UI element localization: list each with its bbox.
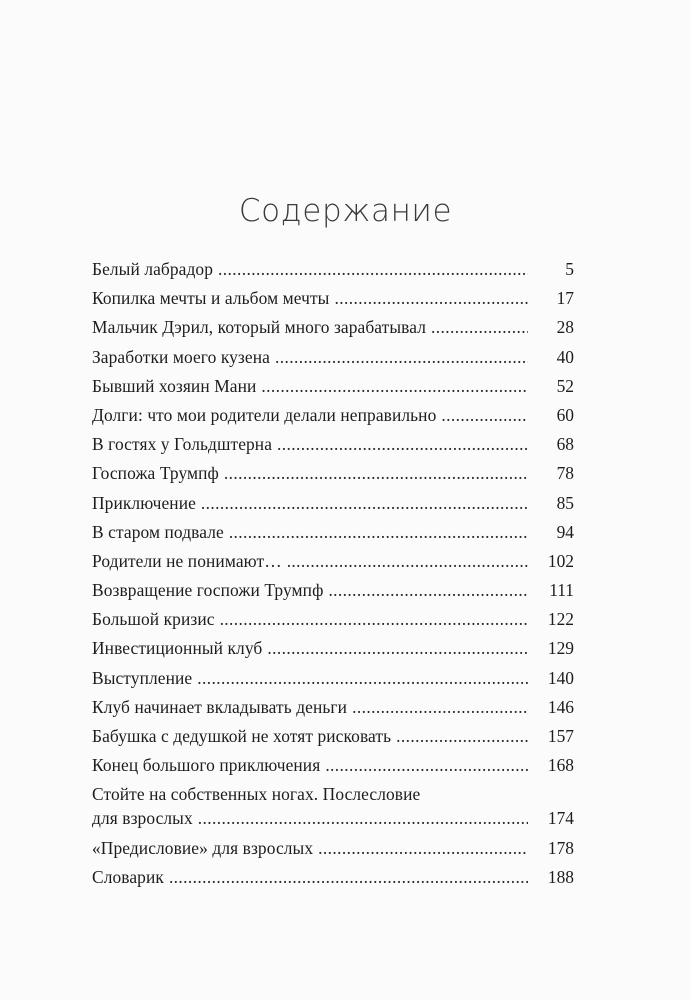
toc-entry[interactable] <box>92 696 574 719</box>
toc-entry[interactable] <box>92 346 574 369</box>
toc-entry-label: Родители не понимают… <box>92 550 282 571</box>
toc-dot-leader <box>325 754 528 777</box>
toc-entry-label: Возвращение госпожи Трумпф <box>92 580 324 601</box>
toc-entry[interactable] <box>92 550 574 573</box>
toc-entry-label: Бывший хозяин Мани <box>92 375 257 396</box>
toc-page-number: 60 <box>556 404 574 425</box>
toc-dot-leader <box>229 521 528 544</box>
toc-entry[interactable] <box>92 433 574 456</box>
toc-entry-line <box>92 725 574 748</box>
toc-entry-label: В гостях у Гольдштерна <box>92 434 273 455</box>
toc-page-number: 68 <box>556 434 574 455</box>
toc-entry[interactable] <box>92 492 574 515</box>
toc-entry[interactable] <box>92 725 574 748</box>
toc-page-number: 157 <box>547 726 574 746</box>
toc-page-number: 85 <box>556 492 574 513</box>
toc-entry[interactable] <box>92 521 574 544</box>
toc-entry-label: Большой кризис <box>92 609 215 630</box>
toc-entry-line <box>92 608 574 631</box>
toc-entry-label: В старом подвале <box>92 521 224 542</box>
toc-dot-leader <box>277 433 528 456</box>
toc-dot-leader <box>396 725 528 748</box>
toc-entry-line <box>92 783 574 806</box>
toc-dot-leader <box>352 696 528 719</box>
toc-entry-label: Конец большого приключения <box>92 755 321 776</box>
toc-page-number: 168 <box>547 755 574 776</box>
toc-entry-label: Долги: что мои родители делали неправильно <box>92 404 437 425</box>
toc-entry-label: Клуб начинает вкладывать деньги <box>92 696 348 717</box>
toc-entry-label: Госпожа Трумпф <box>92 463 219 484</box>
toc-entry-label: для взрослых <box>92 808 193 829</box>
toc-dot-leader <box>220 608 528 631</box>
toc-entry[interactable] <box>92 866 574 889</box>
toc-page-number: 178 <box>547 837 574 858</box>
toc-entry[interactable] <box>92 579 574 602</box>
toc-entry-line <box>92 433 574 456</box>
toc-page-number: 28 <box>556 317 574 338</box>
toc-entry-label: Выступление <box>92 667 193 688</box>
page-title: Содержание <box>238 193 453 229</box>
toc-page-number: 17 <box>556 288 574 309</box>
toc-page-number: 111 <box>549 580 574 601</box>
toc-entry-line <box>92 404 574 427</box>
toc-entry-line <box>92 754 574 777</box>
toc-entry[interactable] <box>92 462 574 485</box>
toc-entry[interactable] <box>92 637 574 660</box>
toc-page-number: 94 <box>556 521 574 542</box>
toc-dot-leader <box>275 346 528 369</box>
toc-entry-line <box>92 375 574 398</box>
toc-entry-line <box>92 837 574 860</box>
toc-page-number: 78 <box>556 463 574 484</box>
toc-page-number: 140 <box>547 667 574 688</box>
toc-entry-label: Инвестиционный клуб <box>92 638 263 659</box>
toc-entry-line <box>92 579 574 602</box>
toc-entry-label: Стойте на собственных ногах. Послесловие <box>92 784 421 805</box>
toc-entry-line <box>92 521 574 544</box>
toc-entry[interactable] <box>92 783 574 830</box>
toc-entry-line <box>92 346 574 369</box>
toc-entry[interactable] <box>92 258 574 281</box>
toc-entry-line <box>92 866 574 889</box>
toc-dot-leader <box>198 807 528 830</box>
toc-entry-label: Белый лабрадор <box>92 259 214 279</box>
toc-entry[interactable] <box>92 404 574 427</box>
toc-entry-line <box>92 667 574 690</box>
toc-dot-leader <box>261 375 528 398</box>
toc-entry-line <box>92 807 574 830</box>
toc-entry[interactable] <box>92 316 574 339</box>
toc-dot-leader <box>169 866 528 889</box>
toc-dot-leader <box>197 667 528 690</box>
toc-entry[interactable] <box>92 608 574 631</box>
toc-page-number: 102 <box>547 550 574 571</box>
toc-dot-leader <box>287 550 528 573</box>
toc-dot-leader <box>218 258 528 281</box>
toc-page-number: 5 <box>565 259 574 279</box>
toc-entry[interactable] <box>92 837 574 860</box>
toc-entry-label: Бабушка с дедушкой не хотят рисковать <box>92 726 392 746</box>
toc-entry-label: Копилка мечты и альбом мечты <box>92 288 330 309</box>
toc-page-number: 174 <box>547 808 574 829</box>
toc-page-number: 52 <box>556 375 574 396</box>
toc-dot-leader <box>267 637 528 660</box>
toc-page-number: 122 <box>547 609 574 630</box>
toc-page-number: 188 <box>547 866 574 887</box>
toc-entry-line <box>92 637 574 660</box>
toc-page-number: 146 <box>547 696 574 717</box>
toc-entry-label: Приключение <box>92 492 196 513</box>
toc-entry-line <box>92 287 574 310</box>
toc-dot-leader <box>201 492 528 515</box>
toc-entry-line <box>92 492 574 515</box>
toc-dot-leader <box>328 579 528 602</box>
toc-dot-leader <box>318 837 528 860</box>
toc-dot-leader <box>224 462 528 485</box>
table-of-contents-list <box>92 258 574 895</box>
toc-entry-label: Мальчик Дэрил, который много зарабатывал <box>92 317 426 338</box>
toc-entry-line <box>92 696 574 719</box>
toc-entry[interactable] <box>92 667 574 690</box>
toc-entry-label: Заработки моего кузена <box>92 346 270 367</box>
toc-entry-label: «Предисловие» для взрослых <box>92 837 314 858</box>
toc-entry-line <box>92 258 574 281</box>
toc-entry-line <box>92 316 574 339</box>
toc-entry[interactable] <box>92 754 574 777</box>
toc-dot-leader <box>431 316 528 339</box>
toc-page-number: 40 <box>556 346 574 367</box>
toc-entry[interactable] <box>92 375 574 398</box>
toc-dot-leader <box>441 404 528 427</box>
toc-dot-leader <box>334 287 528 310</box>
toc-entry-line <box>92 462 574 485</box>
toc-entry-line <box>92 550 574 573</box>
toc-page-number: 129 <box>547 638 574 659</box>
toc-entry[interactable] <box>92 287 574 310</box>
toc-entry-label: Словарик <box>92 866 164 887</box>
